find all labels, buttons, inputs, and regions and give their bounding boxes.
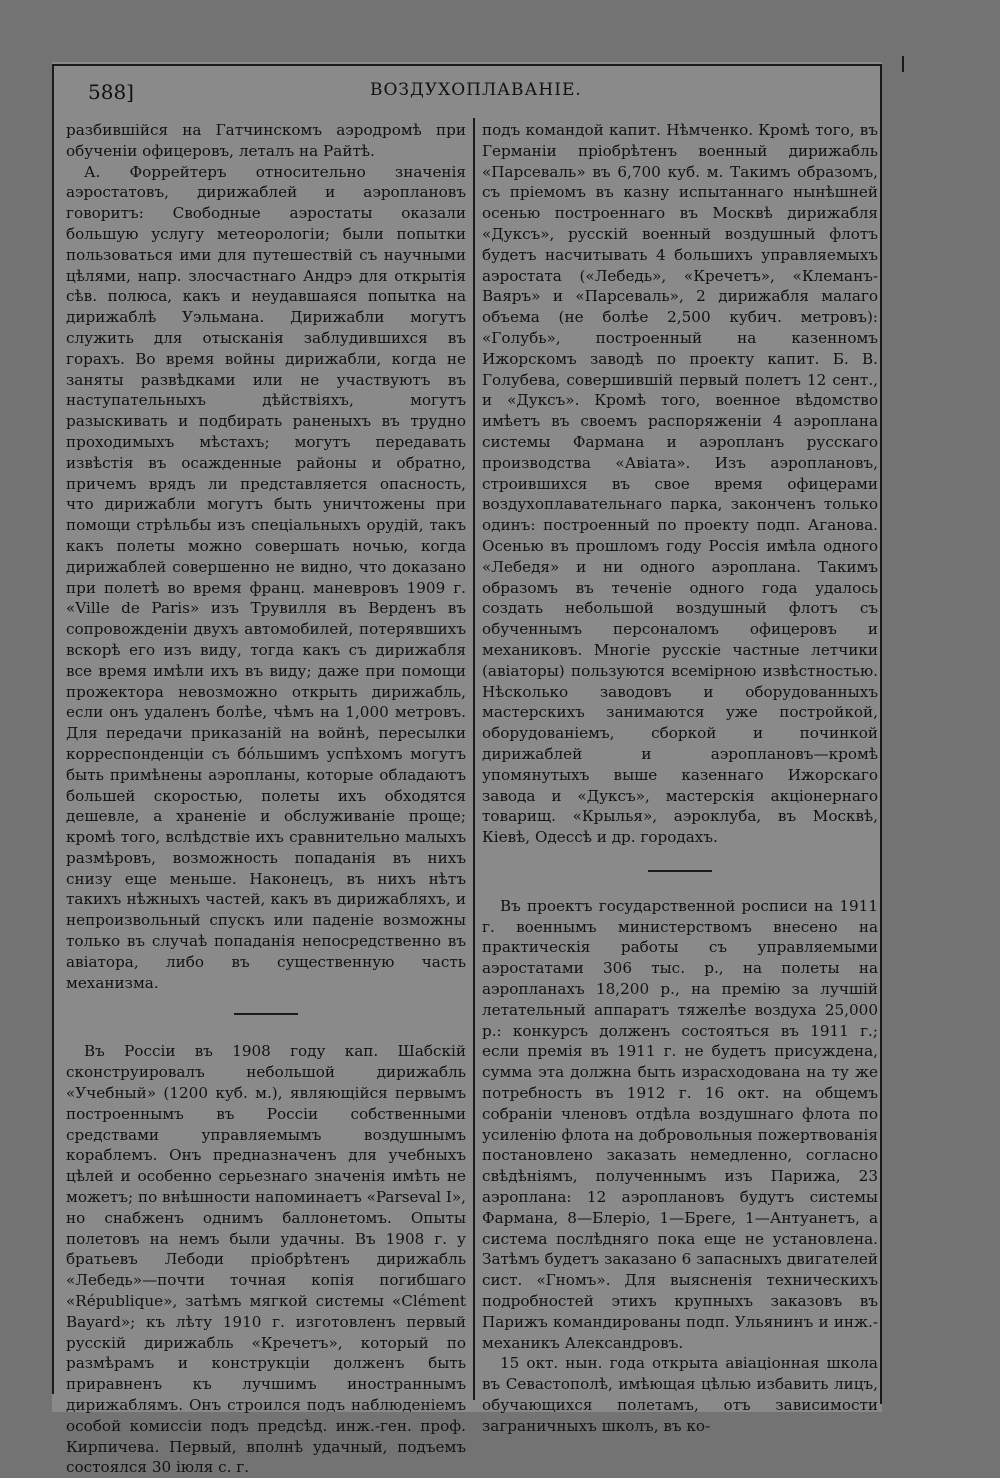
paragraph: 15 окт. нын. года открыта авіаціонная школа въ Севастополѣ, имѣющая цѣлью избавить лицъ, обучающихся полетамъ, отъ зависимости заграничныхъ школъ, въ ко- [482, 1354, 878, 1435]
page-number: 588] [88, 80, 134, 104]
column-divider [473, 118, 475, 1400]
right-column [482, 120, 878, 1437]
left-border-rule [52, 64, 54, 1394]
running-head: ВОЗДУХОПЛАВАНІЕ. [370, 80, 582, 100]
section-separator [234, 1013, 298, 1015]
right-border-rule [880, 64, 882, 1404]
paragraph: Въ Россіи въ 1908 году кап. Шабскій сконструировалъ небольшой дирижабль «Учебный» (1200 куб. м.), являющійся первымъ построеннымъ въ Россіи собственными средствами управляемымъ воздушнымъ кораблемъ. Онъ предназначенъ для учебныхъ цѣлей и особенно серьезнаго значенія имѣть не можетъ; по внѣшности напоминаетъ «Parseval I», но снабженъ однимъ баллонетомъ. Опыты полетовъ на немъ были удачны. Въ 1908 г. у братьевъ Лебоди пріобрѣтенъ дирижабль «Лебедь»—почти точная копія погибшаго «République», затѣмъ мягкой системы «Clément Bayard»; къ лѣту 1910 г. изготовленъ первый русскій дирижабль «Кречетъ», который по размѣрамъ и конструкціи долженъ быть приравненъ къ лучшимъ иностраннымъ дирижаблямъ. Онъ строился подъ наблюденіемъ особой комиссіи подъ предсѣд. инж.-ген. проф. Кирпичева. Первый, вполнѣ удачный, подъемъ состоялся 30 іюля с. г. [66, 1042, 466, 1477]
paragraph: подъ командой капит. Нѣмченко. Кромѣ того, въ Германіи пріобрѣтенъ военный дирижабль «Парсеваль» въ 6,700 куб. м. Такимъ образомъ, съ пріемомъ въ казну испытаннаго нынѣшней осенью построеннаго въ Москвѣ дирижабля «Дуксъ», русскій военный воздушный флотъ будетъ насчитывать 4 большихъ управляемыхъ аэростата («Лебедь», «Кречетъ», «Клеманъ-Ваяръ» и «Парсеваль», 2 дирижабля малаго объема (не болѣе 2,500 кубич. метровъ): «Голубь», построенный на казенномъ Ижорскомъ заводѣ по проекту капит. Б. В. Голубева, совершившій первый полетъ 12 сент., и «Дуксъ». Кромѣ того, военное вѣдомство имѣетъ въ своемъ распоряженіи 4 аэроплана системы Фармана и аэропланъ русскаго производства «Авіата». Изъ аэроплановъ, строившихся въ свое время офицерами воздухоплавательнаго парка, законченъ только одинъ: построенный по проекту подп. Аганова. Осенью въ прошломъ году Россія имѣла одного «Лебедя» и ни одного аэроплана. Такимъ образомъ въ теченіе одного года удалось создать небольшой воздушный флотъ съ обученнымъ персоналомъ офицеровъ и механиковъ. Многіе русскіе частные летчики (авіаторы) пользуются всемірною извѣстностью. Нѣсколько заводовъ и оборудованныхъ мастерскихъ занимаются уже постройкой, оборудованіемъ, сборкой и починкой дирижаблей и аэроплановъ—кромѣ упомянутыхъ выше казеннаго Ижорскаго завода и «Дуксъ», мастерскія акціонернаго товарищ. «Крылья», аэроклуба, въ Москвѣ, Кіевѣ, Одессѣ и др. городахъ. [482, 121, 878, 847]
paragraph: Въ проектъ государственной росписи на 1911 г. военнымъ министерствомъ внесено на практическія работы съ управляемыми аэростатами 306 тыс. р., на полеты на аэропланахъ 18,200 р., на премію за лучшій летательный аппаратъ тяжелѣе воздуха 25,000 р.: конкурсъ долженъ состояться въ 1911 г.; если премія въ 1911 г. не будетъ присуждена, сумма эта должна быть израсходована на ту же потребность въ 1912 г. 16 окт. на общемъ собраніи членовъ отдѣла воздушнаго флота по усиленію флота на добровольныя пожертвованія постановлено заказать немедленно, согласно свѣдѣніямъ, полученнымъ изъ Парижа, 23 аэроплана: 12 аэроплановъ будутъ системы Фармана, 8—Блеріо, 1—Бреге, 1—Антуанетъ, а система послѣдняго пока еще не установлена. Затѣмъ будетъ заказано 6 запасныхъ двигателей сист. «Гномъ». Для выясненія техническихъ подробностей этихъ крупныхъ заказовъ въ Парижъ командированы подп. Ульянинъ и инж.-механикъ Александровъ. [482, 896, 878, 1352]
header-rule [52, 64, 882, 66]
paragraph: разбившійся на Гатчинскомъ аэродромѣ при обученіи офицеровъ, леталъ на Райтѣ. [66, 121, 466, 160]
margin-mark [902, 56, 904, 72]
section-separator [648, 870, 712, 872]
left-column [66, 120, 466, 1478]
paragraph: А. Форрейтеръ относительно значенія аэростатовъ, дирижаблей и аэроплановъ говоритъ: Свободные аэростаты оказали большую услугу метеорологіи; были попытки пользоваться ими для путешествій съ научными цѣлями, напр. злосчастнаго Андрэ для открытія сѣв. полюса, какъ и неудавшаяся попытка на дирижаблѣ Уэльмана. Дирижабли могутъ служить для отысканія заблудившихся въ горахъ. Во время войны дирижабли, когда не заняты развѣдками или не участвуютъ въ наступательныхъ дѣйствіяхъ, могутъ разыскивать и подбирать раненыхъ въ трудно проходимыхъ мѣстахъ; могутъ передавать извѣстія въ осажденные районы и обратно, причемъ врядъ ли представляется опасность, что дирижабли могутъ быть уничтожены при помощи стрѣльбы изъ спеціальныхъ орудій, такъ какъ полеты можно совершать ночью, когда дирижаблей совершенно не видно, что доказано при полетѣ во время франц. маневровъ 1909 г. «Ville de Paris» изъ Трувилля въ Верденъ въ сопровожденіи двухъ автомобилей, потерявшихъ вскорѣ его изъ виду, тогда какъ съ дирижабля все время имѣли ихъ въ виду; даже при помощи прожектора невозможно открыть дирижабль, если онъ удаленъ болѣе, чѣмъ на 1,000 метровъ. Для передачи приказаній на войнѣ, пересылки корреспонденціи съ бóльшимъ успѣхомъ могутъ быть примѣнены аэропланы, которые обладаютъ большей скоростью, полеты ихъ обходятся дешевле, а храненіе и обслуживаніе проще; кромѣ того, вслѣдствіе ихъ сравнительно малыхъ размѣровъ, возможность попаданія въ нихъ снизу еще меньше. Наконецъ, въ нихъ нѣтъ такихъ нѣжныхъ частей, какъ въ дирижабляхъ, и непроизвольный спускъ или паденіе возможны только въ случаѣ попаданія непосредственно въ авіатора, либо въ существенную часть механизма. [66, 162, 466, 992]
